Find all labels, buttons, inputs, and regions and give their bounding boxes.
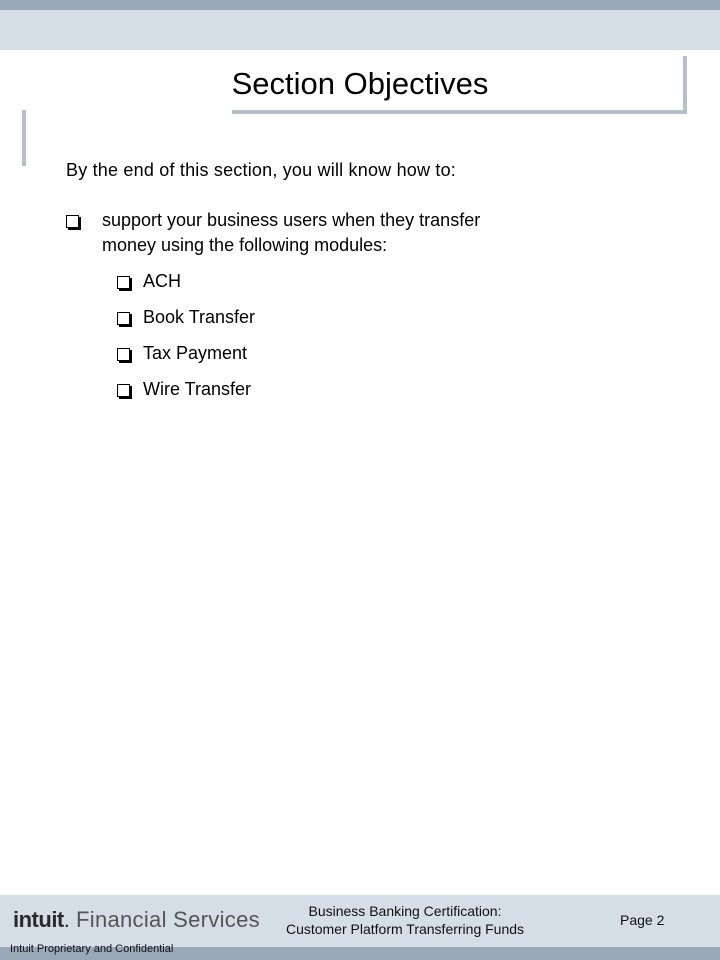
logo-brand: intuit bbox=[13, 907, 64, 932]
main-bullet bbox=[66, 208, 586, 258]
logo-services: Financial Services bbox=[76, 907, 260, 932]
main-bullet-text bbox=[102, 208, 480, 258]
checkbox-bullet-icon bbox=[117, 276, 130, 289]
main-bullet-line2: money using the following modules: bbox=[102, 235, 388, 255]
course-title-line2: Customer Platform Transferring Funds bbox=[285, 921, 525, 937]
list-item bbox=[117, 379, 255, 415]
slide-title: Section Objectives bbox=[231, 66, 489, 101]
module-label: Book Transfer bbox=[143, 307, 256, 327]
intro-text: By the end of this section, you will know how to: bbox=[66, 160, 456, 180]
module-label: Wire Transfer bbox=[143, 379, 252, 399]
logo-dot: . bbox=[63, 907, 70, 932]
header-band-dark bbox=[0, 0, 720, 10]
title-frame-left bbox=[22, 110, 26, 166]
main-bullet-line1: support your business users when they transfer bbox=[102, 210, 481, 230]
module-list bbox=[117, 271, 255, 415]
list-item bbox=[117, 307, 255, 343]
course-title-line1: Business Banking Certification: bbox=[308, 903, 502, 919]
checkbox-bullet-icon bbox=[117, 384, 130, 397]
list-item bbox=[117, 271, 255, 307]
module-label: Tax Payment bbox=[143, 343, 248, 363]
checkbox-bullet-icon bbox=[117, 348, 130, 361]
checkbox-bullet-icon bbox=[117, 312, 130, 325]
header-band-light bbox=[0, 10, 720, 50]
course-title bbox=[240, 902, 570, 938]
intuit-financial-services-logo bbox=[13, 907, 260, 933]
checkbox-bullet-icon bbox=[66, 215, 79, 228]
confidential-notice: Intuit Proprietary and Confidential bbox=[10, 943, 174, 955]
list-item bbox=[117, 343, 255, 379]
title-frame-bottom bbox=[232, 110, 687, 114]
page-number: Page 2 bbox=[620, 912, 665, 928]
module-label: ACH bbox=[143, 271, 182, 291]
